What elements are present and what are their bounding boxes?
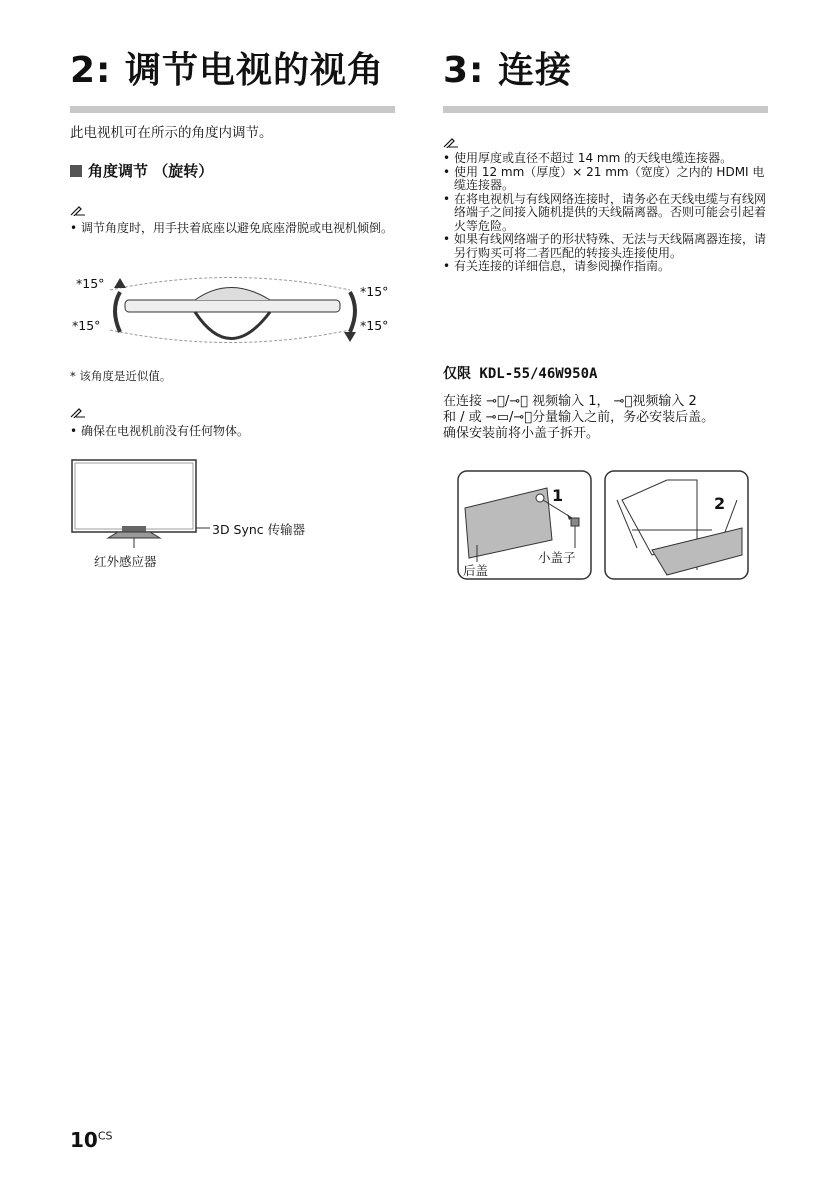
connect-notes-list xyxy=(443,152,768,274)
page-number: $10^{CS}$ xyxy=(70,1128,113,1152)
note-pencil-icon xyxy=(70,206,86,216)
list-item: • 如果有线网络端子的形状特殊、无法与天线隔离器连接，请另行购买可将二者匹配的转接头连接使用。 xyxy=(443,233,768,260)
list-item: • 调节角度时，用手扶着底座以避免底座滑脱或电视机倾倒。 xyxy=(70,222,395,236)
angle-label-top-right: *15° xyxy=(360,284,389,299)
title-rule xyxy=(443,106,768,113)
angle-label-bottom-left: *15° xyxy=(72,318,101,333)
angle-label-top-left: *15° xyxy=(76,276,105,291)
video-input-icon: ⊸⃝ xyxy=(613,394,633,409)
component-input-icon: ⊸▭ xyxy=(485,410,509,425)
subheading-text: 角度调节 （旋转） xyxy=(88,162,214,180)
section-title-angle: 2: 调节电视的视角 xyxy=(70,50,384,91)
ir-sensor-label: 红外感应器 xyxy=(94,554,157,569)
note-pencil-icon xyxy=(70,408,86,418)
step-2-label: 2 xyxy=(714,494,726,513)
intro-text: 此电视机可在所示的角度内调节。 xyxy=(70,125,273,141)
list-item: • 有关连接的详细信息，请参阅操作指南。 xyxy=(443,260,768,274)
small-cap-label: 小盖子 xyxy=(538,550,576,565)
video-input-icon: ⊸⃝ xyxy=(509,394,533,409)
rear-cover-label: 后盖 xyxy=(463,563,489,578)
title-rule xyxy=(70,106,395,113)
tv-front-diagram xyxy=(70,458,215,548)
square-bullet-icon xyxy=(70,165,82,177)
list-item: • 确保在电视机前没有任何物体。 xyxy=(70,425,395,439)
note-pencil-icon xyxy=(443,138,459,148)
note1-list xyxy=(70,222,395,236)
rear-cover-figure xyxy=(457,470,769,582)
video-input-icon: ⊸⃝ xyxy=(486,394,505,409)
list-item: • 使用 12 mm（厚度）× 21 mm（宽度）之内的 HDMI 电缆连接器。 xyxy=(443,166,768,193)
note2-list xyxy=(70,425,395,439)
video-input-icon: ⊸⃝ xyxy=(513,410,533,425)
model-heading: 仅限 KDL-55/46W950A xyxy=(443,366,598,382)
subheading-rotation xyxy=(70,160,213,181)
angle-label-bottom-right: *15° xyxy=(360,318,389,333)
list-item: • 在将电视机与有线网络连接时，请务必在天线电缆与有线网络端子之间接入随机提供的天线隔离器。否则可能会引起着火等危险。 xyxy=(443,193,768,234)
sync-transmitter-label: 3D Sync 传输器 xyxy=(212,522,306,537)
list-item: • 使用厚度或直径不超过 14 mm 的天线电缆连接器。 xyxy=(443,152,768,166)
footnote: * 该角度是近似值。 xyxy=(70,369,172,383)
install-paragraph: 在连接 ⊸⃝/⊸⃝ 视频输入 1， ⊸⃝视频输入 2 和 / 或 ⊸▭/⊸⃝分量输入之前，务必安装后盖。 确保安装前将小盖子拆开。 xyxy=(443,394,715,441)
section-title-connect: 3: 连接 xyxy=(443,50,572,91)
step-1-label: 1 xyxy=(552,486,564,505)
rotation-diagram xyxy=(70,270,395,350)
